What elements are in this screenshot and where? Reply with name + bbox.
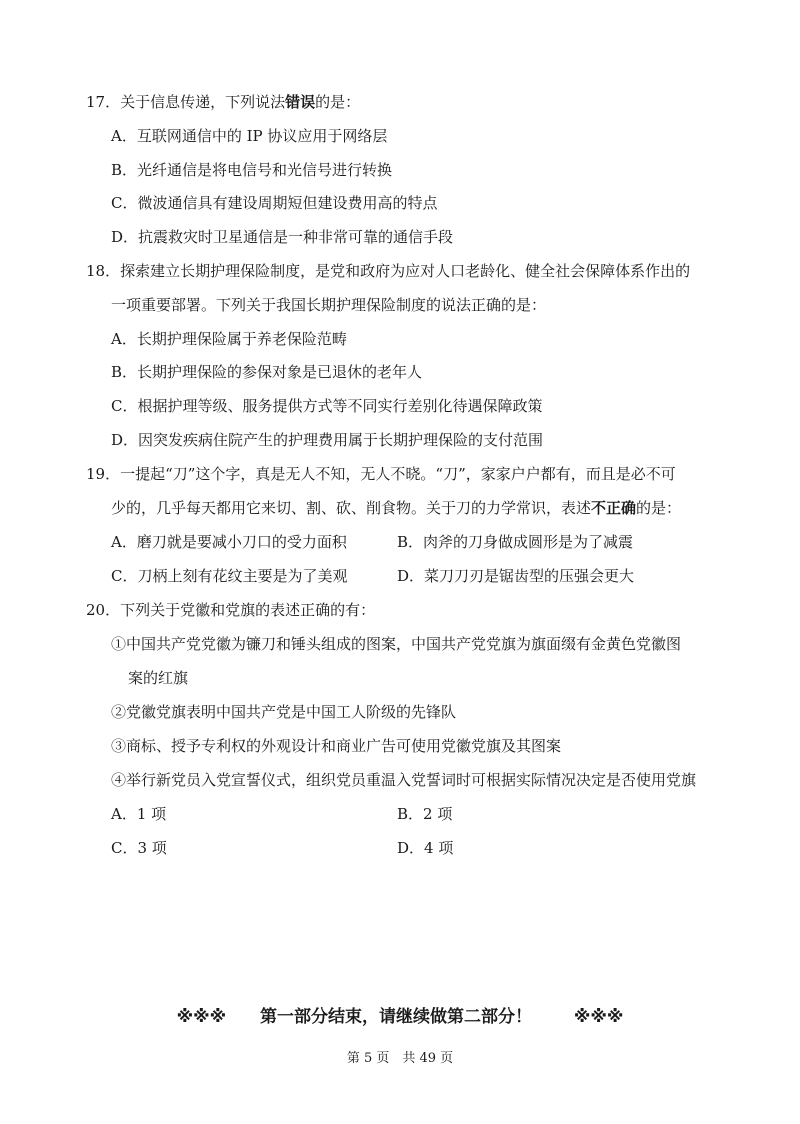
- q19-stem-text: 少的，几乎每天都用它来切、割、砍、削食物。关于刀的力学常识，表述: [111, 499, 592, 517]
- q19-stem-tail: 的是：: [636, 499, 682, 517]
- q20-item4: ④举行新党员入党宣誓仪式，组织党员重温入党誓词时可根据实际情况决定是否使用党旗: [111, 771, 697, 789]
- section-end-notice: [0, 1002, 800, 1027]
- q20-option-d: D．4 项: [397, 839, 454, 857]
- q20-option-a: A．1 项: [111, 805, 167, 823]
- q19-option-c: C．刀柄上刻有花纹主要是为了美观: [111, 567, 348, 585]
- q17-option-d: D．抗震救灾时卫星通信是一种非常可靠的通信手段: [111, 228, 454, 246]
- q18-option-b: B．长期护理保险的参保对象是已退休的老年人: [111, 363, 423, 381]
- q17-stem-tail: 的是：: [315, 93, 361, 111]
- q17-stem-emphasis: 错误: [285, 93, 316, 111]
- section-end-marks-left: ※※※: [176, 1007, 227, 1027]
- q19-stem-line1: 19．一提起“刀”这个字，真是无人不知，无人不晓。“刀”，家家户户都有，而且是必不可: [86, 465, 676, 483]
- q19-stem-line2: [111, 498, 681, 518]
- section-end-marks-right: ※※※: [573, 1007, 624, 1027]
- q20-stem: 20．下列关于党徽和党旗的表述正确的有：: [86, 601, 376, 619]
- page-number: 第 5 页 共 49 页: [346, 1051, 454, 1066]
- q19-stem-emphasis: 不正确: [591, 499, 637, 517]
- q19-option-b: B．肉斧的刀身做成圆形是为了减震: [397, 533, 634, 551]
- q18-option-d: D．因突发疾病住院产生的护理费用属于长期护理保险的支付范围: [111, 431, 544, 449]
- q17-option-b: B．光纤通信是将电信号和光信号进行转换: [111, 161, 393, 179]
- q18-option-a: A．长期护理保险属于养老保险范畴: [111, 330, 347, 348]
- q20-item1-line1: ①中国共产党党徽为镰刀和锤头组成的图案，中国共产党党旗为旗面缀有金黄色党徽图: [111, 635, 682, 653]
- q20-option-c: C．3 项: [111, 839, 167, 857]
- q20-item2: ②党徽党旗表明中国共产党是中国工人阶级的先锋队: [111, 703, 457, 721]
- q18-option-c: C．根据护理等级、服务提供方式等不同实行差别化待遇保障政策: [111, 397, 543, 415]
- q17-stem-text: 17．关于信息传递，下列说法: [86, 93, 286, 111]
- q18-stem-line1: 18．探索建立长期护理保险制度，是党和政府为应对人口老龄化、健全社会保障体系作出的: [86, 262, 691, 280]
- q19-option-d: D．菜刀刀刃是锯齿型的压强会更大: [397, 567, 635, 585]
- q20-option-b: B．2 项: [397, 805, 453, 823]
- q20-item3: ③商标、授予专利权的外观设计和商业广告可使用党徽党旗及其图案: [111, 737, 562, 755]
- q17-option-a: A．互联网通信中的 IP 协议应用于网络层: [111, 127, 388, 145]
- q19-option-a: A．磨刀就是要减小刀口的受力面积: [111, 533, 347, 551]
- q18-stem-line2: 一项重要部署。下列关于我国长期护理保险制度的说法正确的是：: [111, 296, 547, 314]
- q17-option-c: C．微波通信具有建设周期短但建设费用高的特点: [111, 194, 438, 212]
- q20-item1-line2: 案的红旗: [128, 669, 189, 687]
- q17-stem: [86, 92, 360, 112]
- section-end-text: 第一部分结束，请继续做第二部分！: [260, 1007, 532, 1027]
